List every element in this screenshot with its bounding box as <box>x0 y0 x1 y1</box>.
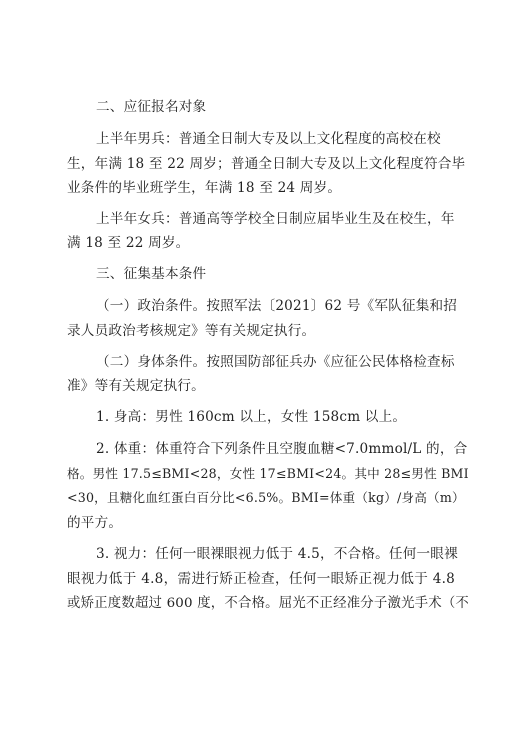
female-text-2: 满 18 至 22 周岁。 <box>67 235 190 251</box>
paragraph-female-line <box>96 209 456 229</box>
paragraph-political-line <box>96 296 458 316</box>
vision-requirement-1: 3. 视力：任何一眼裸眼视力低于 4.5，不合格。任何一眼裸 <box>96 546 458 562</box>
political-text-2: 录人员政治考核规定》等有关规定执行。 <box>67 323 316 339</box>
vision-requirement-2: 眼视力低于 4.8，需进行矫正检查，任何一眼矫正视力低于 4.8 <box>67 571 455 587</box>
section-heading-basic-conditions: 三、征集基本条件 <box>96 266 207 282</box>
male-label: 上半年男兵： <box>96 131 179 147</box>
male-text-3: 业条件的毕业班学生，年满 18 至 24 周岁。 <box>67 180 342 196</box>
physical-label: （二）身体条件。 <box>96 354 207 370</box>
weight-requirement-3: <30，且糖化血红蛋白百分比<6.5%。BMI=体重（kg）/身高（m） <box>67 490 465 505</box>
weight-requirement-2: 格。男性 17.5≤BMI<28，女性 17≤BMI<24。其中 28≤男性 BMI <box>67 466 469 481</box>
paragraph-physical-line <box>96 352 455 372</box>
male-text-1: 普通全日制大专及以上文化程度的高校在校 <box>178 131 441 147</box>
weight-requirement-4: 的平方。 <box>67 515 123 531</box>
vision-requirement-3: 或矫正度数超过 600 度，不合格。屈光不正经准分子激光手术（不 <box>67 596 470 611</box>
height-requirement: 1. 身高：男性 160cm 以上，女性 158cm 以上。 <box>96 409 407 425</box>
paragraph-male-line <box>96 129 441 149</box>
weight-requirement-1: 2. 体重：体重符合下列条件且空腹血糖<7.0mmol/L 的，合 <box>96 441 468 457</box>
political-label: （一）政治条件。 <box>96 298 207 314</box>
female-label: 上半年女兵： <box>96 211 179 227</box>
section-heading-recruitment-targets: 二、应征报名对象 <box>96 99 207 115</box>
female-text-1: 普通高等学校全日制应届毕业生及在校生，年 <box>178 211 455 227</box>
physical-text-2: 准》等有关规定执行。 <box>67 378 205 394</box>
political-text-1: 按照军法〔2021〕62 号《军队征集和招 <box>206 298 458 314</box>
physical-text-1: 按照国防部征兵办《应征公民体格检查标 <box>206 354 455 370</box>
male-text-2: 生，年满 18 至 22 周岁；普通全日制大专及以上文化程度符合毕 <box>67 156 466 172</box>
